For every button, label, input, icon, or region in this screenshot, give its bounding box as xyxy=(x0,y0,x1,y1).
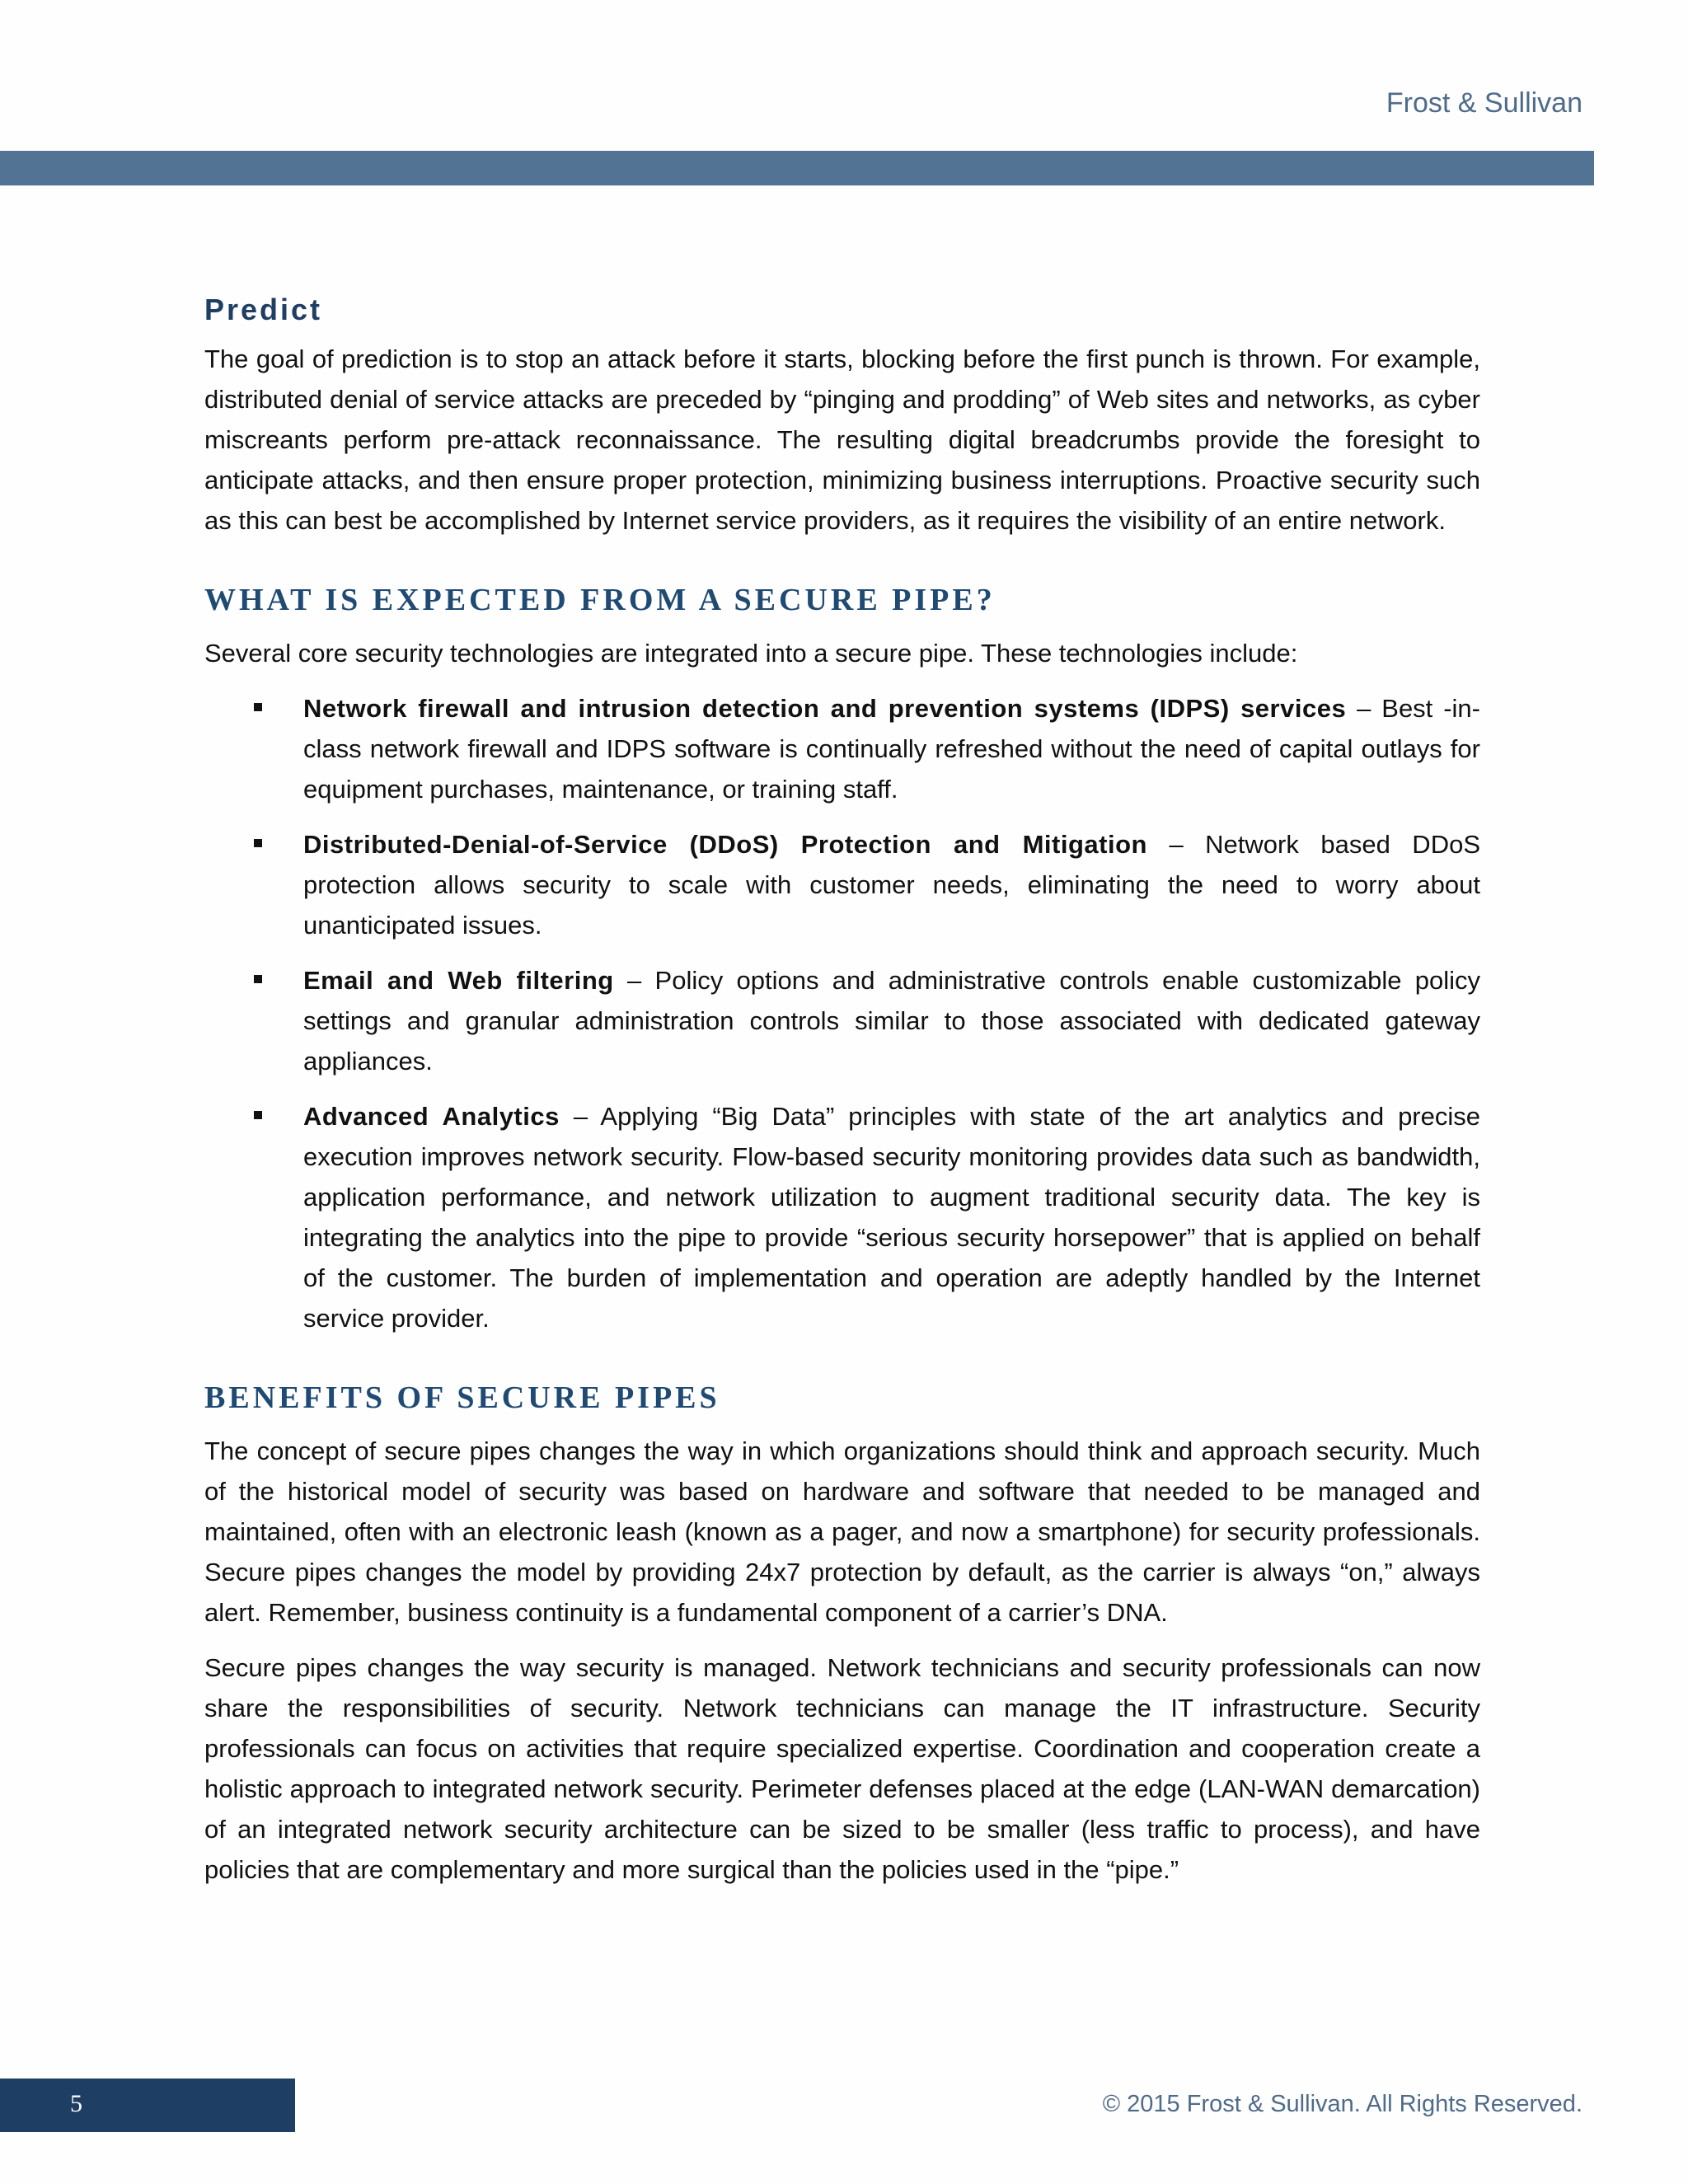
predict-paragraph: The goal of prediction is to stop an attack before it starts, blocking before the first punch is thrown. For example, distributed denial of service attacks are preceded by “pinging and prodding” of Web sites and networks, as cyber miscreants perform pre-attack reconnaissance. The resulting digital breadcrumbs provide the foresight to anticipate attacks, and then ensure proper protection, minimizing business interruptions. Proactive security such as this can best be accomplished by Internet service providers, as it requires the visibility of an entire network. xyxy=(204,344,1480,535)
list-item xyxy=(204,688,1480,809)
footer-page-box xyxy=(0,2079,295,2132)
list-item xyxy=(204,960,1480,1081)
benefits-heading: BENEFITS OF SECURE PIPES xyxy=(204,1380,720,1415)
expected-heading: WHAT IS EXPECTED FROM A SECURE PIPE? xyxy=(204,583,996,617)
list-item-desc: – Policy options and administrative controls enable customizable policy settings and granular administration controls similar to those associated with dedicated gateway appliances. xyxy=(303,966,1480,1076)
expected-intro: Several core security technologies are integrated into a secure pipe. These technologies include: xyxy=(204,639,1298,668)
header-brand: Frost & Sullivan xyxy=(1386,87,1582,119)
predict-heading: Predict xyxy=(204,293,323,326)
square-bullet-icon xyxy=(254,975,262,983)
square-bullet-icon xyxy=(254,703,262,711)
list-item-term: Network firewall and intrusion detection and prevention systems (IDPS) services xyxy=(303,694,1347,723)
benefits-paragraph: Secure pipes changes the way security is managed. Network technicians and security professionals can now share the responsibilities of security. Network technicians can manage the IT infrastructure. Security professionals can focus on activities that require specialized expertise. Coordination and cooperation create a holistic approach to integrated network security. Perimeter defenses placed at the edge (LAN-WAN demarcation) of an integrated network security architecture can be sized to be smaller (less traffic to process), and have policies that are complementary and more surgical than the policies used in the “pipe.” xyxy=(204,1653,1480,1884)
list-item-desc: – Applying “Big Data” principles with state of the art analytics and precise execution improves network security. Flow-based security monitoring provides data such as bandwidth, application performance, and network utilization to augment traditional security data. The key is integrating the analytics into the pipe to provide “serious security horsepower” that is applied on behalf of the customer. The burden of implementation and operation are adeptly handled by the Internet service provider. xyxy=(303,1102,1480,1333)
list-item-term: Advanced Analytics xyxy=(303,1102,560,1131)
footer-copyright: © 2015 Frost & Sullivan. All Rights Reserved. xyxy=(1102,2091,1582,2117)
technology-list xyxy=(204,688,1480,1338)
square-bullet-icon xyxy=(254,1111,262,1119)
page-content xyxy=(204,293,1480,1890)
square-bullet-icon xyxy=(254,839,262,847)
list-item-term: Distributed-Denial-of-Service (DDoS) Protection and Mitigation xyxy=(303,830,1147,859)
list-item-desc: – Best -in-class network firewall and IDPS software is continually refreshed without the need of capital outlays for equipment purchases, maintenance, or training staff. xyxy=(303,694,1480,804)
list-item xyxy=(204,824,1480,945)
list-item xyxy=(204,1096,1480,1338)
header-bar xyxy=(0,151,1594,185)
page-number: 5 xyxy=(70,2090,82,2117)
list-item-desc: – Network based DDoS protection allows security to scale with customer needs, eliminating the need to worry about unanticipated issues. xyxy=(303,830,1480,940)
list-item-term: Email and Web filtering xyxy=(303,966,614,995)
benefits-paragraph: The concept of secure pipes changes the way in which organizations should think and approach security. Much of the historical model of security was based on hardware and software that needed to be managed and maintained, often with an electronic leash (known as a pager, and now a smartphone) for security professionals. Secure pipes changes the model by providing 24x7 protection by default, as the carrier is always “on,” always alert. Remember, business continuity is a fundamental component of a carrier’s DNA. xyxy=(204,1436,1480,1627)
